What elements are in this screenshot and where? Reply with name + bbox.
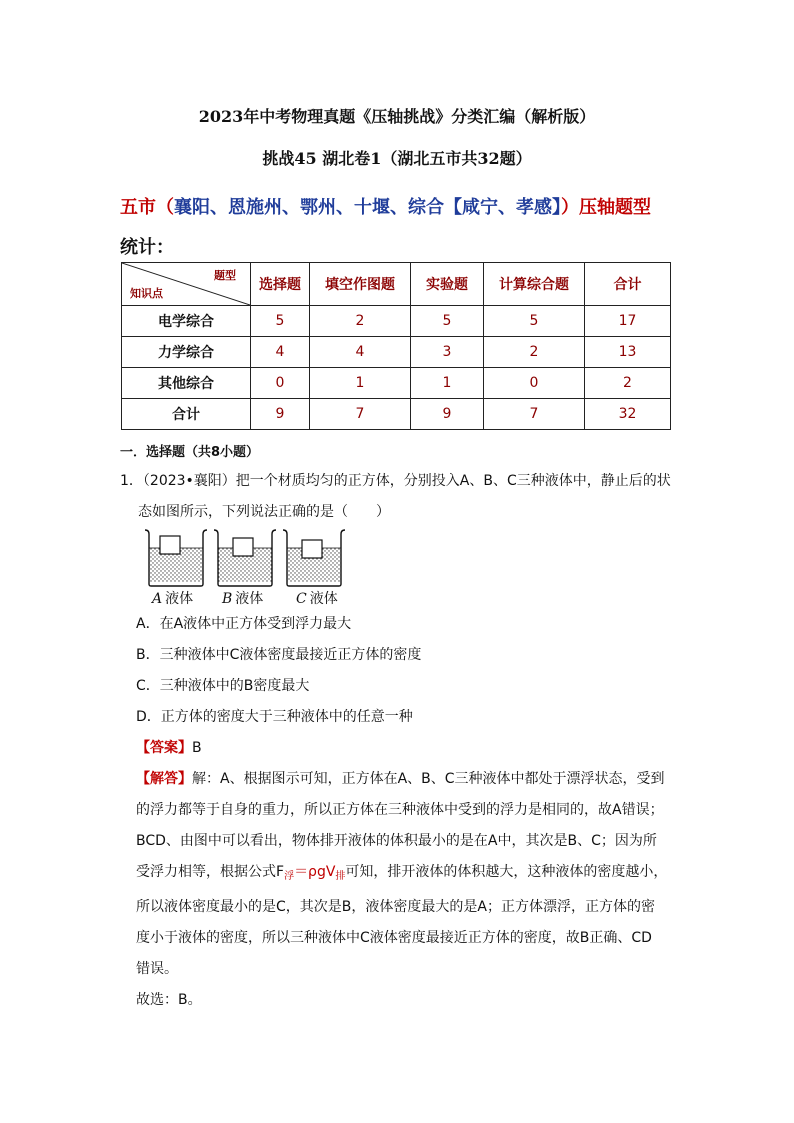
table-cell: 0 — [484, 368, 585, 399]
question-line2: 态如图所示，下列说法正确的是（ ） — [138, 504, 390, 520]
table-cell: 13 — [585, 337, 671, 368]
heading-line2: 统计： — [120, 237, 174, 258]
explain-line: 【解答】解：A、根据图示可知，正方体在A、B、C三种液体中都处于漂浮状态，受到 — [136, 771, 665, 787]
beakers-figure — [144, 526, 354, 612]
option-b: B．三种液体中C液体密度最接近正方体的密度 — [136, 647, 422, 663]
table-cell: 5 — [484, 306, 585, 337]
table-cell: 2 — [310, 306, 411, 337]
column-header: 选择题 — [251, 263, 310, 306]
explain-line: 受浮力相等，根据公式$F_浮=\rho gV_排$可知，排开液体的体积越大，这种液体的密度越小， — [136, 864, 668, 882]
explain-line: 错误。 — [136, 961, 178, 977]
beaker-a — [145, 530, 207, 586]
row-label: 力学综合 — [122, 337, 251, 368]
explanation — [136, 764, 676, 1016]
table-cell: 1 — [310, 368, 411, 399]
table-cell: 2 — [585, 368, 671, 399]
answer-line — [136, 733, 676, 764]
answer-tag: 【答案】 — [136, 740, 192, 756]
stats-heading — [120, 188, 690, 268]
table-cell: 3 — [411, 337, 484, 368]
subscript-buoyancy: 浮 — [284, 871, 295, 882]
table-cell: 9 — [251, 399, 310, 430]
beakers-diagram — [144, 526, 354, 588]
row-label: 电学综合 — [122, 306, 251, 337]
diag-bottom-label: 知识点 — [130, 287, 163, 300]
option-a: A．在A液体中正方体受到浮力最大 — [136, 616, 352, 632]
figure-label-b: B 液体 — [222, 591, 264, 607]
explain-line: 故选：B。 — [136, 992, 202, 1008]
heading-part2: ）压轴 — [561, 197, 615, 218]
explain-line: BCD、由图中可以看出，物体排开液体的体积最小的是在A中，其次是B、C；因为所 — [136, 833, 657, 849]
table-cell: 5 — [411, 306, 484, 337]
table-cell: 32 — [585, 399, 671, 430]
answer-value: B — [192, 740, 202, 756]
figure-label-c: C 液体 — [296, 591, 338, 607]
table-header-row — [122, 263, 671, 306]
table-cell: 1 — [411, 368, 484, 399]
table-cell: 7 — [484, 399, 585, 430]
table-cell: 9 — [411, 399, 484, 430]
subscript-displaced: 排 — [335, 871, 346, 882]
table-cell: 0 — [251, 368, 310, 399]
formula: ＝ρgV — [294, 864, 336, 880]
explain-line: 所以液体密度最小的是C，其次是B，液体密度最大的是A；正方体漂浮，正方体的密 — [136, 899, 655, 915]
section-heading: 一．选择题（共8小题） — [120, 445, 260, 460]
heading-part3: 题型 — [615, 197, 651, 218]
heading-part1: 五市（ — [120, 197, 174, 218]
table-cell: 4 — [310, 337, 411, 368]
document-subtitle: 挑战45 湖北卷1（湖北五市共32题） — [262, 149, 532, 168]
beaker-b — [214, 530, 276, 586]
stats-table — [121, 262, 671, 430]
document-title: 2023年中考物理真题《压轴挑战》分类汇编（解析版） — [198, 107, 596, 126]
heading-cities: 襄阳、恩施州、鄂州、十堰、综合【咸宁、孝感】 — [174, 197, 561, 218]
explain-line: 度小于液体的密度，所以三种液体中C液体密度最接近正方体的密度，故B正确、CD — [136, 930, 652, 946]
table-cell: 2 — [484, 337, 585, 368]
question-line1: 1．（2023•襄阳）把一个材质均匀的正方体，分别投入A、B、C三种液体中，静止后的状 — [120, 473, 671, 489]
explain-tag: 【解答】 — [136, 771, 192, 787]
beaker-c — [283, 530, 345, 586]
column-header: 实验题 — [411, 263, 484, 306]
option-c: C．三种液体中的B密度最大 — [136, 678, 310, 694]
table-cell: 5 — [251, 306, 310, 337]
column-header: 填空作图题 — [310, 263, 411, 306]
row-label: 合计 — [122, 399, 251, 430]
table-cell: 17 — [585, 306, 671, 337]
diagonal-header-cell — [122, 263, 251, 306]
column-header: 合计 — [585, 263, 671, 306]
figure-label-a: A 液体 — [152, 591, 194, 607]
row-label: 其他综合 — [122, 368, 251, 399]
table-row — [122, 306, 671, 337]
column-header: 计算综合题 — [484, 263, 585, 306]
table-cell: 4 — [251, 337, 310, 368]
question-stem — [120, 466, 680, 528]
table-cell: 7 — [310, 399, 411, 430]
explain-line: 的浮力都等于自身的重力，所以正方体在三种液体中受到的浮力是相同的，故A错误； — [136, 802, 664, 818]
diag-top-label: 题型 — [214, 269, 236, 282]
table-row — [122, 337, 671, 368]
table-row — [122, 368, 671, 399]
option-d: D．正方体的密度大于三种液体中的任意一种 — [136, 709, 413, 725]
table-row — [122, 399, 671, 430]
answer-options — [136, 609, 676, 733]
